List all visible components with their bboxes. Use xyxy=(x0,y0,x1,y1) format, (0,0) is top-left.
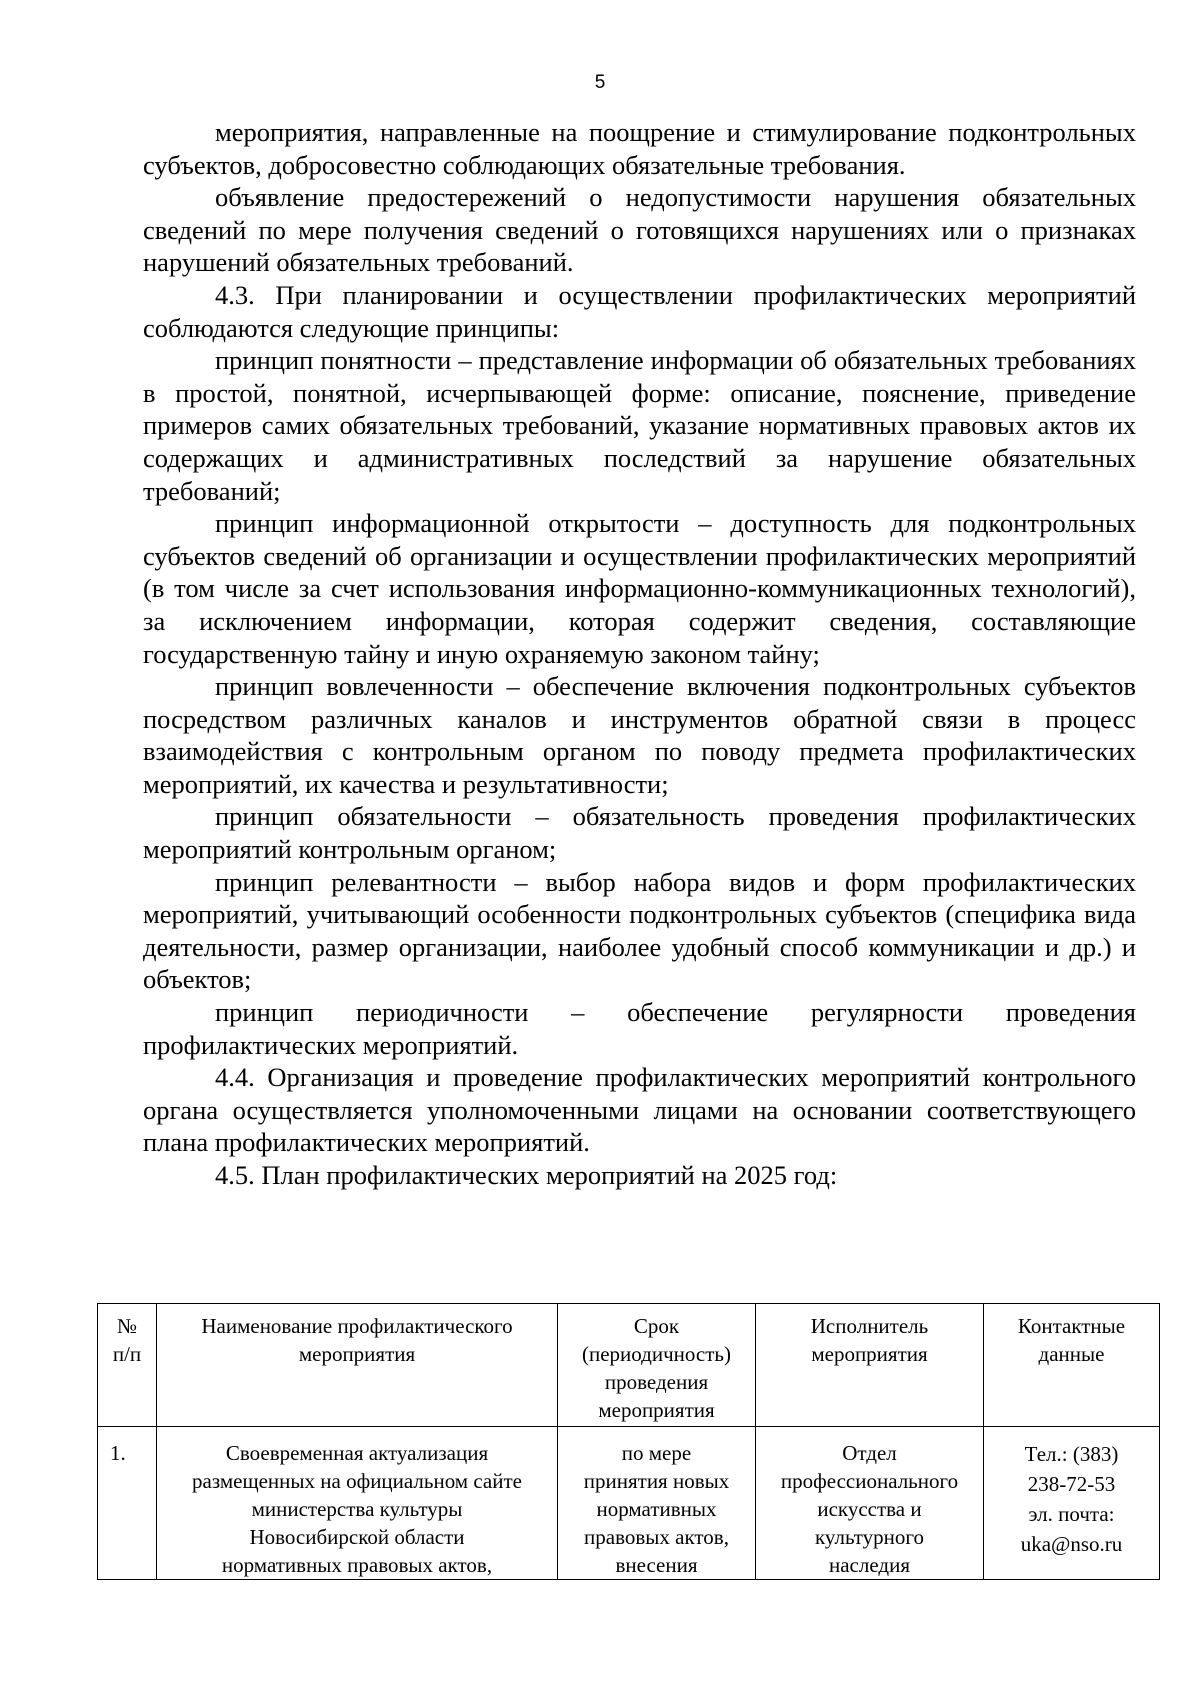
paragraph-principle-obligation: принцип обязательности – обязательность проведения профилактических мероприятий контрольным органом; xyxy=(143,801,1136,865)
header-term-line: (периодичность) xyxy=(582,1342,731,1366)
cell-executor-line: искусства и xyxy=(817,1497,922,1521)
paragraph-principle-involvement: принцип вовлеченности – обеспечение включения подконтрольных субъектов посредством различных каналов и инструментов обратной связи в процесс взаимодействия с контрольным органом по поводу предмета профилактических мероприятий, их качества и результативности; xyxy=(143,671,1136,799)
cell-executor-line: профессионального xyxy=(780,1469,959,1493)
contact-phone-label: Тел.: (383) xyxy=(1024,1442,1119,1466)
document-body xyxy=(143,116,1136,1192)
header-contacts-line: данные xyxy=(1038,1342,1105,1366)
cell-executor-line: Отдел xyxy=(842,1441,897,1465)
cell-measure-name-line: размещенных на официальном сайте xyxy=(192,1469,522,1493)
header-executor-line: Исполнитель xyxy=(810,1314,929,1338)
paragraph-4-4: 4.4. Организация и проведение профилактических мероприятий контрольного органа осуществляется уполномоченными лицами на основании соответствующего плана профилактических мероприятий. xyxy=(143,1062,1136,1158)
cell-measure-name-line: Новосибирской области xyxy=(249,1525,465,1549)
header-measure-name-line: мероприятия xyxy=(298,1342,416,1366)
paragraph-incentive-measures: мероприятия, направленные на поощрение и стимулирование подконтрольных субъектов, добросовестно соблюдающих обязательные требования. xyxy=(143,117,1136,180)
cell-contacts xyxy=(984,1427,1160,1580)
header-term-line: мероприятия xyxy=(598,1398,715,1422)
cell-measure-name xyxy=(157,1427,558,1580)
header-contacts-line: Контактные xyxy=(1017,1314,1126,1338)
cell-term-line: принятия новых xyxy=(583,1469,730,1493)
cell-measure-name-line: нормативных правовых актов, xyxy=(221,1553,493,1577)
paragraph-principle-periodicity: принцип периодичности – обеспечение регулярности проведения профилактических мероприятий. xyxy=(143,997,1136,1060)
header-term-line: Срок xyxy=(633,1314,680,1338)
cell-term-line: внесения xyxy=(615,1553,698,1577)
paragraph-warnings: объявление предостережений о недопустимости нарушения обязательных сведений по мере получения сведений о готовящихся нарушениях или о признаках нарушений обязательных требований. xyxy=(143,182,1136,278)
contact-email-link[interactable]: uka@nso.ru xyxy=(1020,1532,1123,1556)
table-row xyxy=(98,1427,1160,1580)
cell-term-line: по мере xyxy=(621,1441,692,1465)
header-executor-line: мероприятия xyxy=(811,1342,928,1366)
contact-email-label: эл. почта: xyxy=(1028,1502,1115,1526)
header-executor xyxy=(756,1304,984,1427)
page-number: 5 xyxy=(594,72,606,93)
paragraph-4-3: 4.3. При планировании и осуществлении профилактических мероприятий соблюдаются следующие принципы: xyxy=(143,279,1136,343)
contact-phone-number: 238-72-53 xyxy=(1027,1472,1116,1496)
cell-number: 1. xyxy=(98,1427,157,1580)
header-number-line: № xyxy=(116,1314,138,1338)
cell-measure-name-line: министерства культуры xyxy=(251,1497,463,1521)
cell-executor-line: культурного xyxy=(815,1525,924,1549)
cell-term-line: правовых актов, xyxy=(584,1525,729,1549)
header-contacts xyxy=(984,1304,1160,1427)
header-number-line: п/п xyxy=(112,1342,142,1366)
cell-measure-name-line: Своевременная актуализация xyxy=(225,1441,489,1465)
cell-executor xyxy=(756,1427,984,1580)
paragraph-4-5: 4.5. План профилактических мероприятий на 2025 год: xyxy=(215,1160,838,1190)
prevention-plan-table xyxy=(97,1303,1160,1580)
header-number xyxy=(98,1304,157,1427)
header-measure-name xyxy=(157,1304,558,1427)
header-term-line: проведения xyxy=(604,1370,709,1394)
cell-term xyxy=(558,1427,756,1580)
cell-executor-line: наследия xyxy=(829,1553,910,1577)
header-term xyxy=(558,1304,756,1427)
paragraph-principle-openness: принцип информационной открытости – доступность для подконтрольных субъектов сведений об организации и осуществлении профилактических мероприятий (в том числе за счет использования информационно-коммуникационных технологий), за исключением информации, которая содержит сведения, составляющие государственную тайну и иную охраняемую законом тайну; xyxy=(143,508,1136,669)
paragraph-principle-clarity: принцип понятности – представление информации об обязательных требованиях в простой, понятной, исчерпывающей форме: описание, пояснение, приведение примеров самих обязательных требований, указание нормативных правовых актов их содержащих и административных последствий за нарушение обязательных требований; xyxy=(143,345,1136,506)
table-header-row xyxy=(98,1304,1160,1427)
cell-term-line: нормативных xyxy=(596,1497,717,1521)
header-measure-name-line: Наименование профилактического xyxy=(201,1314,513,1338)
paragraph-principle-relevance: принцип релевантности – выбор набора видов и форм профилактических мероприятий, учитывающий особенности подконтрольных субъектов (специфика вида деятельности, размер организации, наиболее удобный способ коммуникации и др.) и объектов; xyxy=(143,866,1136,995)
